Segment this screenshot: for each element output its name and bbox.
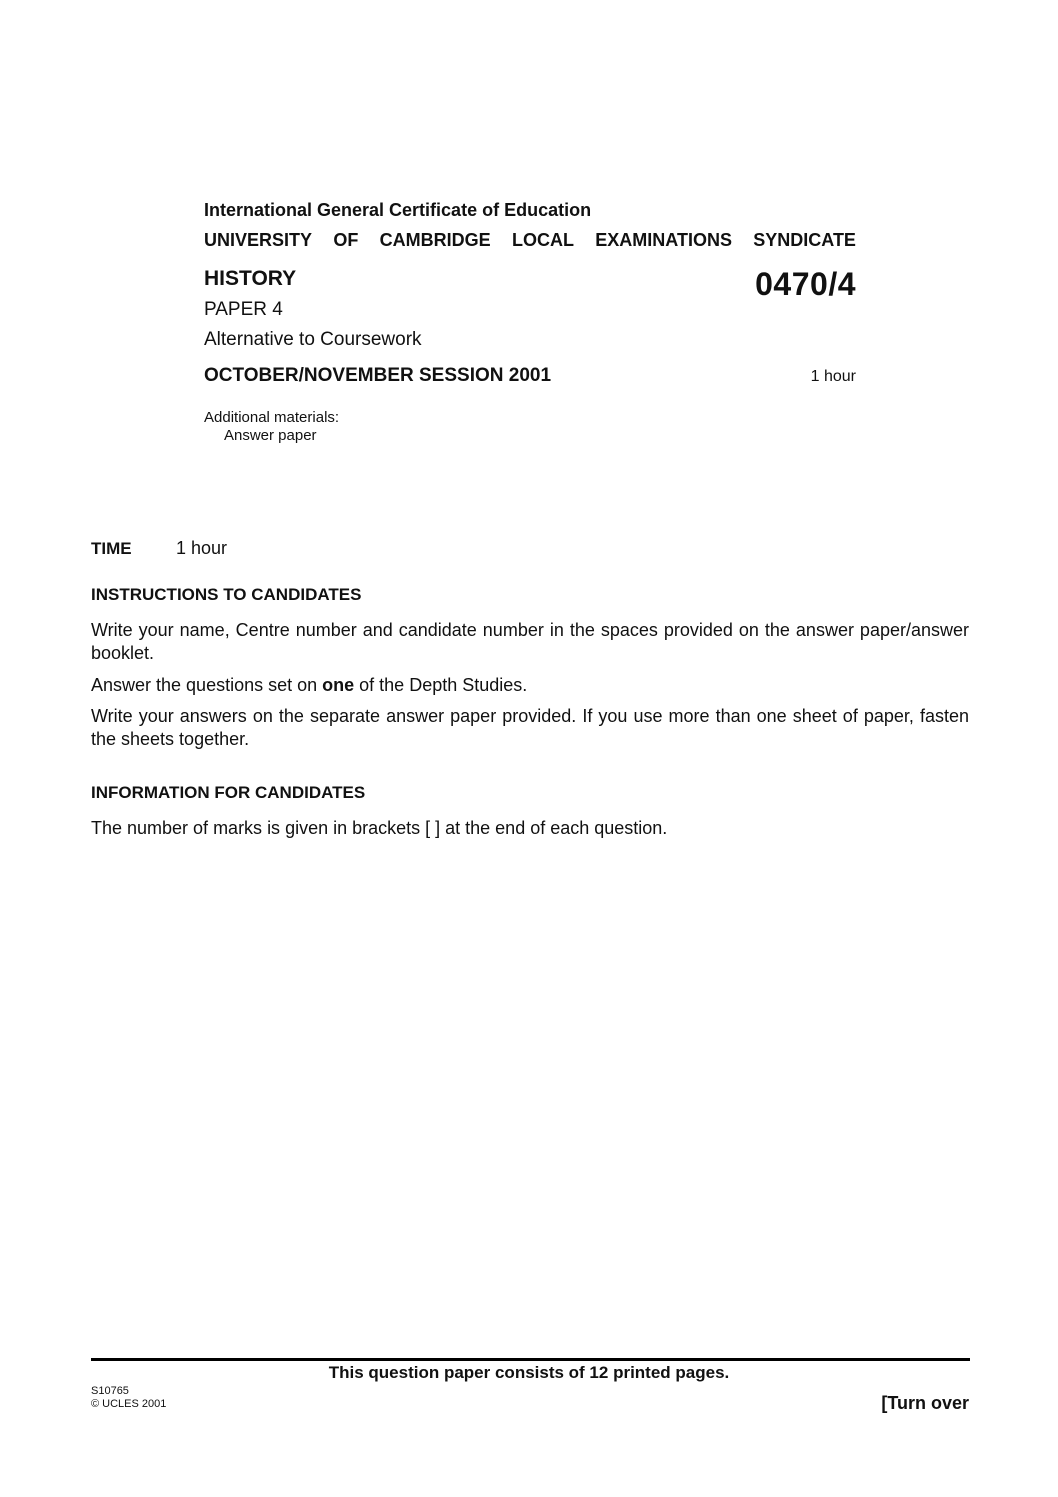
instruction-text: Answer the questions set on bbox=[91, 675, 323, 695]
turn-over-note: [Turn over bbox=[881, 1393, 969, 1413]
instruction-emphasis: one bbox=[322, 675, 355, 695]
syndicate-word: OF bbox=[333, 230, 359, 250]
instruction-text: of the Depth Studies. bbox=[354, 675, 528, 695]
syndicate-name bbox=[204, 230, 856, 251]
paper-reference-code: S10765 bbox=[91, 1385, 129, 1397]
instruction-paragraph: Write your answers on the separate answer paper provided. If you use more than one sheet of paper, fasten the sheets together. bbox=[91, 706, 969, 749]
board-name: International General Certificate of Education bbox=[204, 200, 592, 220]
syndicate-word: LOCAL bbox=[511, 230, 574, 250]
page-count-note bbox=[0, 1363, 1058, 1383]
time-label: TIME bbox=[91, 539, 132, 558]
paper-subtitle: Alternative to Coursework bbox=[204, 329, 422, 350]
exam-session: OCTOBER/NOVEMBER SESSION 2001 bbox=[204, 365, 552, 386]
syllabus-code: 0470/4 bbox=[755, 266, 856, 302]
footer-rule bbox=[91, 1358, 970, 1361]
exam-duration: 1 hour bbox=[810, 368, 856, 385]
syndicate-word: EXAMINATIONS bbox=[595, 230, 732, 250]
subject-title: HISTORY bbox=[204, 267, 297, 290]
information-paragraph: The number of marks is given in brackets [ ] at the end of each question. bbox=[91, 818, 668, 838]
paper-number: PAPER 4 bbox=[204, 299, 283, 320]
syndicate-word: CAMBRIDGE bbox=[379, 230, 491, 250]
additional-materials-item: Answer paper bbox=[224, 427, 317, 444]
syndicate-word: UNIVERSITY bbox=[204, 230, 313, 250]
instructions-heading: INSTRUCTIONS TO CANDIDATES bbox=[91, 585, 362, 604]
syndicate-word: SYNDICATE bbox=[753, 230, 856, 250]
time-value: 1 hour bbox=[176, 538, 228, 558]
instruction-paragraph: Write your name, Centre number and candidate number in the spaces provided on the answer paper/answer booklet. bbox=[91, 620, 969, 663]
additional-materials-label: Additional materials: bbox=[204, 409, 340, 426]
page-count-text: This question paper consists of 12 printed pages. bbox=[328, 1363, 730, 1382]
information-heading: INFORMATION FOR CANDIDATES bbox=[91, 783, 366, 802]
instruction-paragraph bbox=[91, 674, 969, 697]
copyright-notice: © UCLES 2001 bbox=[91, 1398, 167, 1410]
